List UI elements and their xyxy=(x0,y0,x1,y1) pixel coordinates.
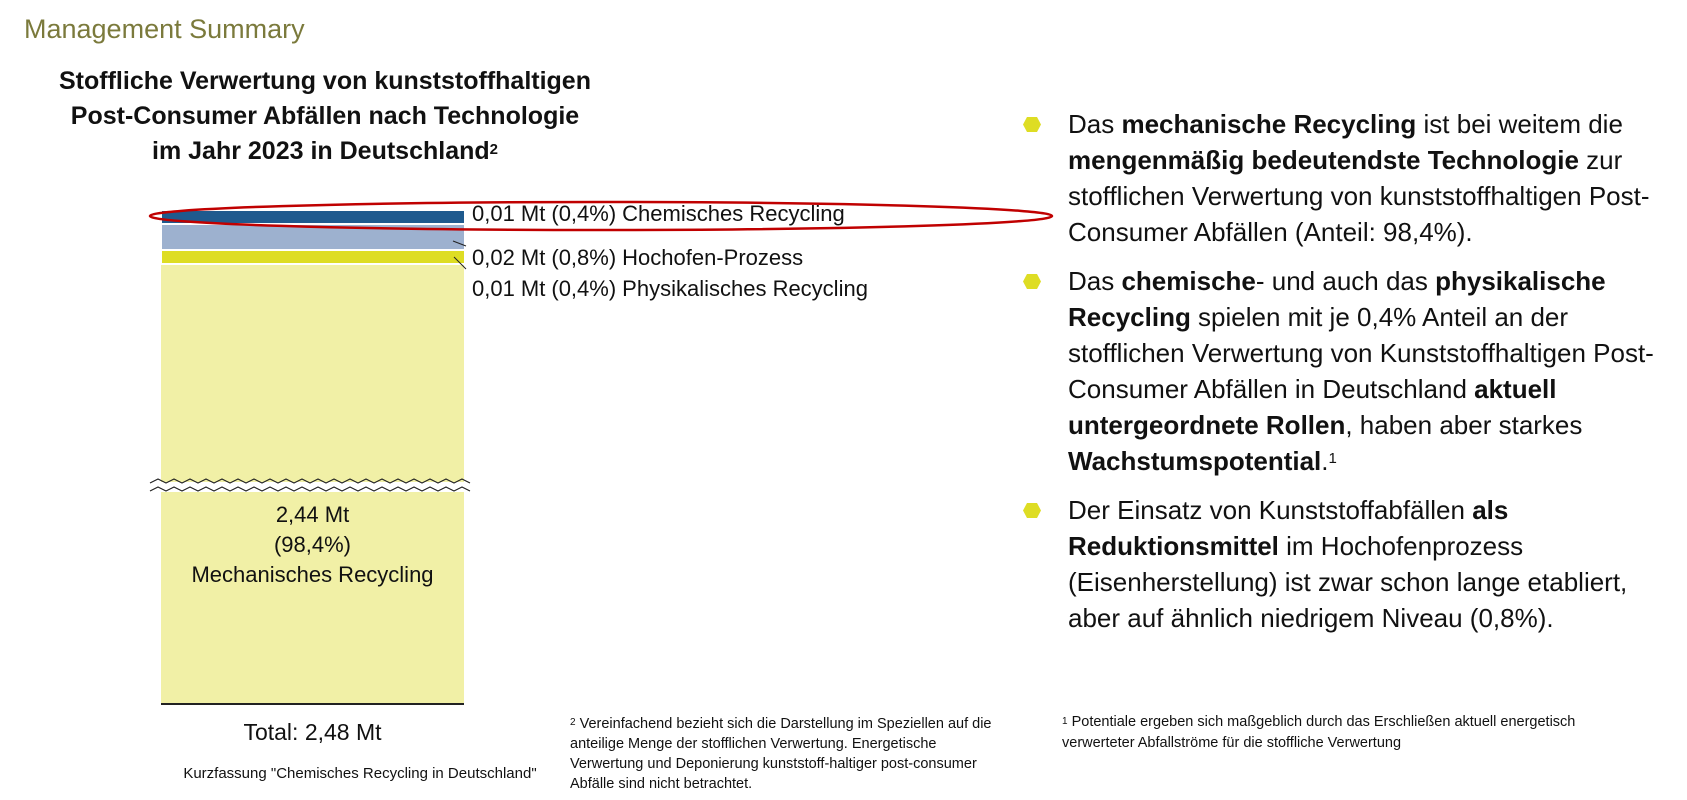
source-caption: Kurzfassung "Chemisches Recycling in Deutschland" xyxy=(183,765,537,782)
bar-segment-chemisches-recycling xyxy=(162,211,464,223)
total-label: Total: 2,48 Mt xyxy=(243,719,382,745)
hexagon-bullet-icon xyxy=(1023,117,1041,132)
list-item xyxy=(1020,106,1680,250)
list-item xyxy=(1020,492,1680,636)
label-hochofen-prozess: 0,02 Mt (0,8%) Hochofen-Prozess xyxy=(472,245,804,270)
bar-segment-mechanisches-recycling xyxy=(161,265,464,704)
label-mechanisches-recycling: 2,44 Mt (98,4%) Mechanisches Recycling xyxy=(191,502,434,587)
chart-title-line-3: im Jahr 2023 in Deutschland$^2$ xyxy=(152,137,498,165)
chart-title-line-1: Stoffliche Verwertung von kunststoffhaltigen xyxy=(59,67,591,95)
list-item xyxy=(1020,263,1680,479)
label-chemisches-recycling: 0,01 Mt (0,4%) Chemisches Recycling xyxy=(472,201,845,226)
chart-baseline xyxy=(161,703,464,705)
footnote-marker: 1 xyxy=(1328,450,1337,467)
footnote-marker: 2 xyxy=(489,141,498,158)
bar-segment-hochofen-prozess xyxy=(162,225,464,249)
hexagon-bullet-icon xyxy=(1023,503,1041,518)
footnote-2: $^2$ Vereinfachend bezieht sich die Darstellung im Speziellen auf die anteilige Menge der stofflichen Verwertung. Energetische Verwertung und Deponierung kunststoff-haltiger post-consumer Abfälle sind nicht betrachtet. xyxy=(570,716,992,792)
bullet-text: Das chemische- und auch das physikalische Recycling spielen mit je 0,4% Anteil an der stofflichen Verwertung von Kunststoffhaltigen Post-Consumer Abfällen in Deutschland aktuell untergeordnete Rollen, haben aber starkes Wachstumspotential. xyxy=(1068,266,1654,476)
bullet-text: Der Einsatz von Kunststoffabfällen als Reduktionsmittel im Hochofenprozess (Eisenherstellung) ist zwar schon lange etabliert, aber auf ähnlich niedrigem Niveau (0,8%). xyxy=(1068,495,1628,633)
label-physikalisches-recycling: 0,01 Mt (0,4%) Physikalisches Recycling xyxy=(472,276,868,301)
bar-segment-physikalisches-recycling xyxy=(162,251,464,263)
chart-title-line-2: Post-Consumer Abfällen nach Technologie xyxy=(70,102,580,130)
hexagon-bullet-icon xyxy=(1023,274,1041,289)
bullet-text: Das mechanische Recycling ist bei weitem die mengenmäßig bedeutendste Technologie zur stofflichen Verwertung von kunststoffhaltigen Post-Consumer Abfällen (Anteil: 98,4%). xyxy=(1068,109,1650,247)
key-findings-list xyxy=(1020,106,1680,649)
chart-title xyxy=(0,64,650,169)
section-label: Management Summary xyxy=(24,14,305,44)
footnote-1: $^1$ Potentiale ergeben sich maßgeblich durch das Erschließen aktuell energetisch verwerteter Abfallströme für die stoffliche Verwertung xyxy=(1062,714,1576,751)
